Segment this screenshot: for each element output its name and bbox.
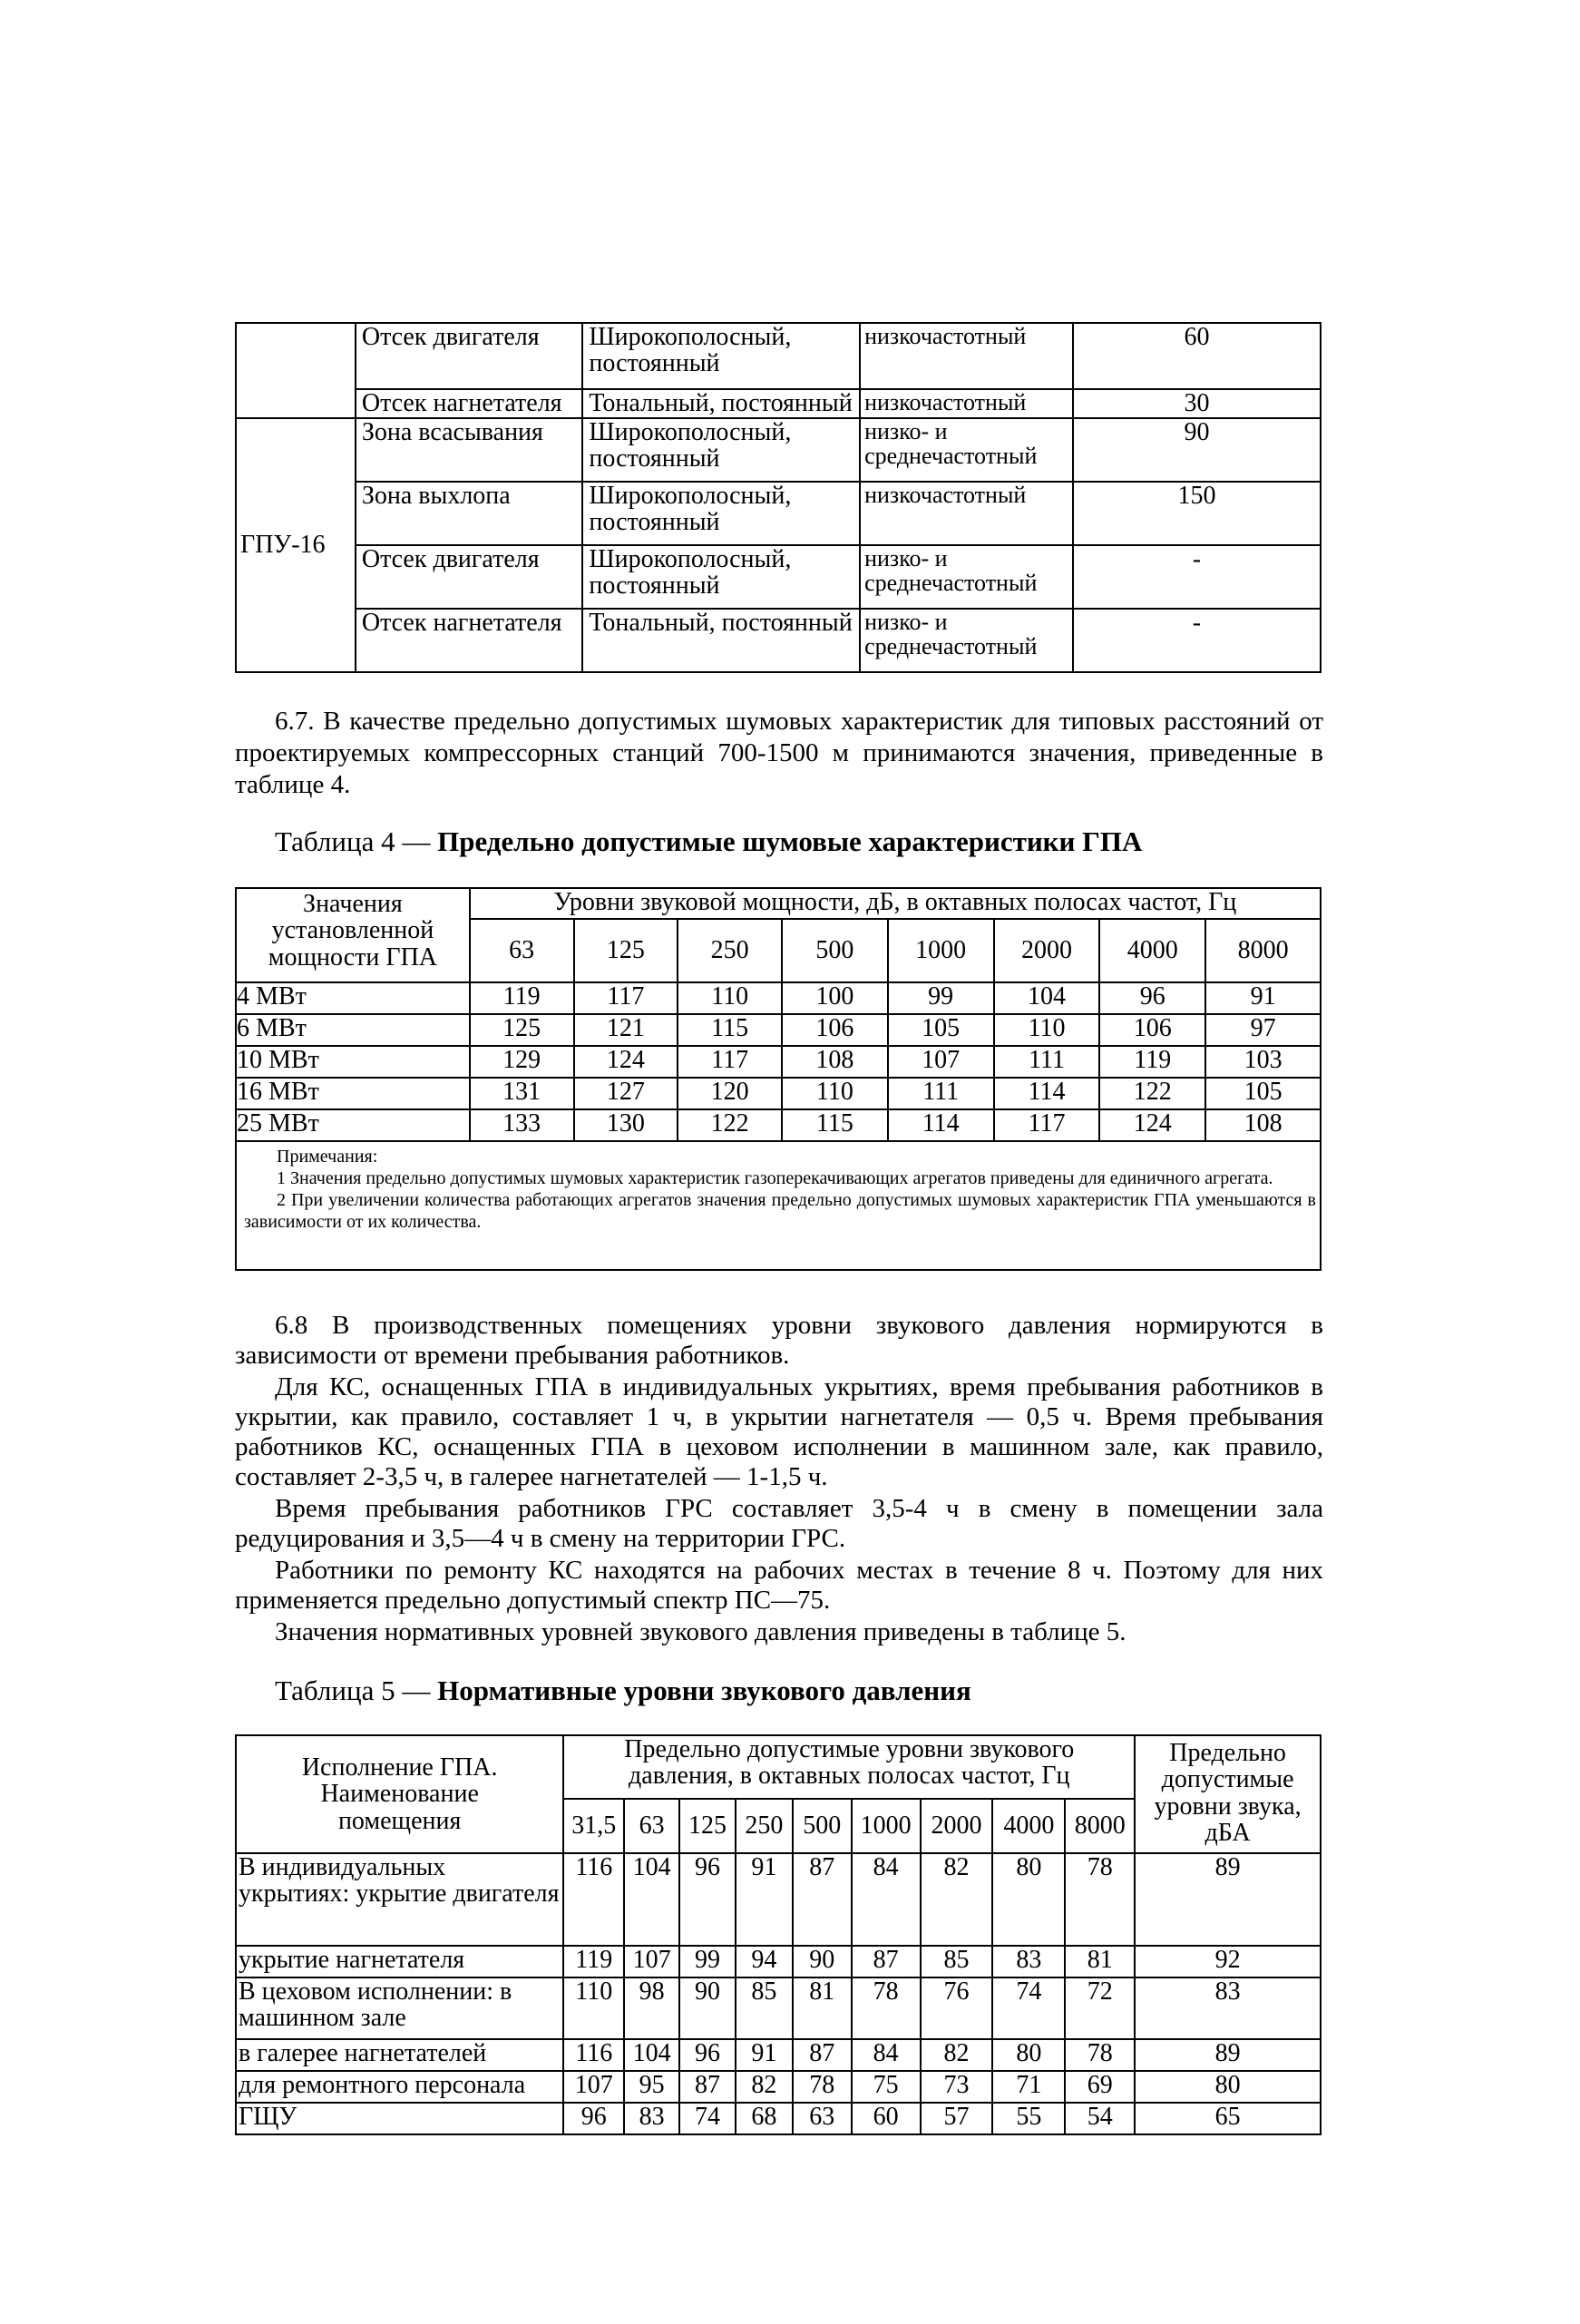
- paragraph-6-7: 6.7. В качестве предельно допустимых шумовых характеристик для типовых расстояний от проектируемых компрессорных станций 700-1500 м принимаются значения, приведенные в таблице 4.: [235, 707, 1323, 799]
- table4-note-2: 2 При увеличении количества работающих агрегатов значения предельно допустимых шумовых характеристик ГПА уменьшаются в зависимости от их количества.: [244, 1190, 1316, 1232]
- table5-cell: 91: [736, 2039, 793, 2071]
- table4-cell: 110: [678, 982, 782, 1014]
- table4-cell: 106: [782, 1014, 888, 1046]
- table-top-character: Широкополосный, постоянный: [582, 323, 860, 389]
- table-top-value: 60: [1073, 323, 1321, 389]
- table4-freq: 63: [470, 919, 574, 982]
- table4-cell: 96: [1099, 982, 1205, 1014]
- table5-cell: 104: [624, 1853, 679, 1946]
- table-top-zone: Отсек нагнетателя: [356, 389, 583, 418]
- table5-cell: 83: [624, 2103, 679, 2134]
- table4-cell: 108: [1205, 1109, 1321, 1141]
- table4-head-power: Значения установленной мощности ГПА: [236, 888, 470, 982]
- table4-notes-title: Примечания:: [277, 1147, 378, 1167]
- table5-cell: 90: [793, 1946, 852, 1977]
- table-top: [235, 322, 1322, 673]
- table4-cell: 127: [574, 1078, 678, 1109]
- table5-room: для ремонтного персонала: [236, 2071, 563, 2103]
- table5-cell: 78: [1065, 1853, 1135, 1946]
- table-top-character: Широкополосный, постоянный: [582, 545, 860, 609]
- table4-freq: 125: [574, 919, 678, 982]
- table-top-character: Тональный, постоянный: [582, 609, 860, 672]
- table4-power: 10 МВт: [236, 1046, 470, 1078]
- table4-row: [236, 1014, 1321, 1046]
- table5-cell: 85: [736, 1977, 793, 2039]
- table4-cell: 111: [994, 1046, 1100, 1078]
- table4-cell: 107: [888, 1046, 994, 1078]
- table5-cell: 81: [1065, 1946, 1135, 1977]
- table4-notes: [236, 1141, 1321, 1270]
- table-top-zone: Отсек двигателя: [356, 323, 583, 389]
- paragraphs-6-8: [235, 1311, 1323, 1647]
- table-5: [235, 1734, 1322, 2135]
- table5-head-group: Предельно допустимые уровни звукового давления, в октавных полосах частот, Гц: [563, 1735, 1135, 1799]
- paragraph-6-8: 6.8 В производственных помещениях уровни звукового давления нормируются в зависимости от времени пребывания работников.: [235, 1311, 1323, 1370]
- table5-cell: 74: [992, 1977, 1065, 2039]
- table4-row: [236, 1109, 1321, 1141]
- table4-cell: 105: [1205, 1078, 1321, 1109]
- table-top-value: -: [1073, 545, 1321, 609]
- table-top-spectrum: низко- и среднечастотный: [860, 609, 1073, 672]
- table5-cell: 78: [852, 1977, 921, 2039]
- table-top-unit: ГПУ-16: [236, 418, 356, 672]
- table4-cell: 119: [470, 982, 574, 1014]
- table5-cell: 75: [852, 2071, 921, 2103]
- table4-cell: 117: [678, 1046, 782, 1078]
- table5-cell: 72: [1065, 1977, 1135, 2039]
- table5-cell: 80: [992, 1853, 1065, 1946]
- table5-dba: 80: [1135, 2071, 1321, 2103]
- table4-cell: 125: [470, 1014, 574, 1046]
- table5-cell: 63: [793, 2103, 852, 2134]
- table4-caption-title: Предельно допустимые шумовые характеристики ГПА: [437, 825, 1143, 857]
- table5-cell: 85: [921, 1946, 993, 1977]
- table-top-spectrum: низкочастотный: [860, 389, 1073, 418]
- table-top-value: 90: [1073, 418, 1321, 482]
- table-top-spectrum: низко- и среднечастотный: [860, 545, 1073, 609]
- table5-cell: 87: [679, 2071, 736, 2103]
- table5-cell: 57: [921, 2103, 993, 2134]
- table5-dba: 92: [1135, 1946, 1321, 1977]
- table5-cell: 82: [921, 1853, 993, 1946]
- table5-room: в галерее нагнетателей: [236, 2039, 563, 2071]
- table-top-spectrum: низко- и среднечастотный: [860, 418, 1073, 482]
- table5-cell: 91: [736, 1853, 793, 1946]
- table4-freq: 2000: [994, 919, 1100, 982]
- table5-row: [236, 2039, 1321, 2071]
- table4-cell: 122: [1099, 1078, 1205, 1109]
- table5-head-room: Исполнение ГПА. Наименование помещения: [236, 1735, 563, 1853]
- table4-cell: 133: [470, 1109, 574, 1141]
- table5-freq: 4000: [992, 1799, 1065, 1853]
- table5-cell: 119: [563, 1946, 624, 1977]
- table-top-character: Широкополосный, постоянный: [582, 418, 860, 482]
- table4-cell: 124: [574, 1046, 678, 1078]
- table5-dba: 89: [1135, 1853, 1321, 1946]
- table5-cell: 54: [1065, 2103, 1135, 2134]
- table5-cell: 78: [1065, 2039, 1135, 2071]
- table5-room: укрытие нагнетателя: [236, 1946, 563, 1977]
- table4-cell: 131: [470, 1078, 574, 1109]
- table4-cell: 110: [782, 1078, 888, 1109]
- table5-row: [236, 2071, 1321, 2103]
- table4-power: 25 МВт: [236, 1109, 470, 1141]
- table5-freq: 1000: [852, 1799, 921, 1853]
- table5-room: ГЩУ: [236, 2103, 563, 2134]
- table5-freq: 125: [679, 1799, 736, 1853]
- table5-cell: 87: [793, 2039, 852, 2071]
- table5-cell: 83: [992, 1946, 1065, 1977]
- table5-cell: 99: [679, 1946, 736, 1977]
- table4-cell: 119: [1099, 1046, 1205, 1078]
- table-top-zone: Отсек двигателя: [356, 545, 583, 609]
- table5-room: В индивидуальных укрытиях: укрытие двигателя: [236, 1853, 563, 1946]
- table4-cell: 100: [782, 982, 888, 1014]
- table4-head-group: Уровни звуковой мощности, дБ, в октавных полосах частот, Гц: [470, 888, 1321, 919]
- table4-cell: 106: [1099, 1014, 1205, 1046]
- table4-cell: 117: [574, 982, 678, 1014]
- table4-cell: 114: [994, 1078, 1100, 1109]
- table-4: [235, 887, 1322, 1271]
- table4-row: [236, 1046, 1321, 1078]
- table5-dba: 65: [1135, 2103, 1321, 2134]
- paragraph-repair-staff: Работники по ремонту КС находятся на рабочих местах в течение 8 ч. Поэтому для них применяется предельно допустимый спектр ПС—75.: [235, 1556, 1323, 1615]
- table4-freq: 250: [678, 919, 782, 982]
- table5-caption-prefix: Таблица 5 —: [275, 1675, 438, 1706]
- table5-cell: 82: [921, 2039, 993, 2071]
- paragraph-shelter-time: Для КС, оснащенных ГПА в индивидуальных укрытиях, время пребывания работников в укрытии, как правило, составляет 1 ч, в укрытии нагнетателя — 0,5 ч. Время пребывания работников КС, оснащенных ГПА в цеховом исполнении в машинном зале, как правило, составляет 2-3,5 ч, в галерее нагнетателей — 1-1,5 ч.: [235, 1372, 1323, 1491]
- table5-freq: 8000: [1065, 1799, 1135, 1853]
- table5-cell: 71: [992, 2071, 1065, 2103]
- table5-freq: 31,5: [563, 1799, 624, 1853]
- table4-caption: [275, 825, 1142, 858]
- table5-cell: 84: [852, 1853, 921, 1946]
- table4-cell: 130: [574, 1109, 678, 1141]
- table4-cell: 117: [994, 1109, 1100, 1141]
- table5-cell: 110: [563, 1977, 624, 2039]
- table-top-zone: Отсек нагнетателя: [356, 609, 583, 672]
- table4-row: [236, 1078, 1321, 1109]
- table4-cell: 121: [574, 1014, 678, 1046]
- table4-cell: 91: [1205, 982, 1321, 1014]
- table4-cell: 104: [994, 982, 1100, 1014]
- table5-cell: 76: [921, 1977, 993, 2039]
- table5-row: [236, 2103, 1321, 2134]
- table-top-unit-cell: [236, 323, 356, 418]
- table4-freq: 4000: [1099, 919, 1205, 982]
- table4-caption-prefix: Таблица 4 —: [275, 825, 438, 857]
- table4-power: 6 МВт: [236, 1014, 470, 1046]
- table5-cell: 80: [992, 2039, 1065, 2071]
- table5-room: В цеховом исполнении: в машинном зале: [236, 1977, 563, 2039]
- table5-cell: 104: [624, 2039, 679, 2071]
- table5-cell: 74: [679, 2103, 736, 2134]
- table5-cell: 87: [793, 1853, 852, 1946]
- table5-cell: 82: [736, 2071, 793, 2103]
- table5-row: [236, 1946, 1321, 1977]
- table4-row: [236, 982, 1321, 1014]
- table5-row: [236, 1853, 1321, 1946]
- table5-cell: 94: [736, 1946, 793, 1977]
- table5-cell: 98: [624, 1977, 679, 2039]
- table4-cell: 103: [1205, 1046, 1321, 1078]
- table5-cell: 95: [624, 2071, 679, 2103]
- table4-freq: 8000: [1205, 919, 1321, 982]
- table-top-character: Широкополосный, постоянный: [582, 482, 860, 545]
- table5-caption: [275, 1675, 971, 1707]
- table4-freq: 500: [782, 919, 888, 982]
- table5-head-dba: Предельно допустимые уровни звука, дБА: [1135, 1735, 1321, 1853]
- table4-cell: 129: [470, 1046, 574, 1078]
- table5-cell: 84: [852, 2039, 921, 2071]
- table4-cell: 97: [1205, 1014, 1321, 1046]
- table4-note-1: 1 Значения предельно допустимых шумовых характеристик газоперекачивающих агрегатов приведены для единичного агрегата.: [277, 1168, 1273, 1188]
- table4-cell: 120: [678, 1078, 782, 1109]
- table4-cell: 111: [888, 1078, 994, 1109]
- table5-cell: 73: [921, 2071, 993, 2103]
- table4-freq: 1000: [888, 919, 994, 982]
- table4-cell: 115: [678, 1014, 782, 1046]
- table5-cell: 96: [679, 1853, 736, 1946]
- paragraph-grs-time: Время пребывания работников ГРС составляет 3,5-4 ч в смену в помещении зала редуцирования и 3,5—4 ч в смену на территории ГРС.: [235, 1494, 1323, 1553]
- table4-cell: 99: [888, 982, 994, 1014]
- table5-caption-title: Нормативные уровни звукового давления: [437, 1675, 971, 1706]
- table5-cell: 55: [992, 2103, 1065, 2134]
- table5-cell: 96: [679, 2039, 736, 2071]
- table4-cell: 105: [888, 1014, 994, 1046]
- table-top-value: 150: [1073, 482, 1321, 545]
- table4-cell: 108: [782, 1046, 888, 1078]
- table5-cell: 90: [679, 1977, 736, 2039]
- table-top-spectrum: низкочастотный: [860, 482, 1073, 545]
- table5-row: [236, 1977, 1321, 2039]
- table5-cell: 87: [852, 1946, 921, 1977]
- table5-freq: 500: [793, 1799, 852, 1853]
- table4-cell: 114: [888, 1109, 994, 1141]
- table5-cell: 107: [563, 2071, 624, 2103]
- table5-cell: 78: [793, 2071, 852, 2103]
- table5-cell: 107: [624, 1946, 679, 1977]
- table4-power: 4 МВт: [236, 982, 470, 1014]
- table5-freq: 63: [624, 1799, 679, 1853]
- table-top-value: -: [1073, 609, 1321, 672]
- table5-cell: 96: [563, 2103, 624, 2134]
- table5-cell: 116: [563, 1853, 624, 1946]
- table4-cell: 122: [678, 1109, 782, 1141]
- table5-dba: 83: [1135, 1977, 1321, 2039]
- table4-cell: 115: [782, 1109, 888, 1141]
- table5-cell: 60: [852, 2103, 921, 2134]
- table-top-zone: Зона всасывания: [356, 418, 583, 482]
- table-top-character: Тональный, постоянный: [582, 389, 860, 418]
- paragraph-table5-ref: Значения нормативных уровней звукового давления приведены в таблице 5.: [275, 1617, 1126, 1646]
- table4-cell: 124: [1099, 1109, 1205, 1141]
- table4-power: 16 МВт: [236, 1078, 470, 1109]
- table5-freq: 2000: [921, 1799, 993, 1853]
- table-top-spectrum: низкочастотный: [860, 323, 1073, 389]
- table-top-value: 30: [1073, 389, 1321, 418]
- table-top-zone: Зона выхлопа: [356, 482, 583, 545]
- table5-cell: 69: [1065, 2071, 1135, 2103]
- table5-cell: 81: [793, 1977, 852, 2039]
- table5-cell: 116: [563, 2039, 624, 2071]
- table5-cell: 68: [736, 2103, 793, 2134]
- table4-cell: 110: [994, 1014, 1100, 1046]
- table5-freq: 250: [736, 1799, 793, 1853]
- table5-dba: 89: [1135, 2039, 1321, 2071]
